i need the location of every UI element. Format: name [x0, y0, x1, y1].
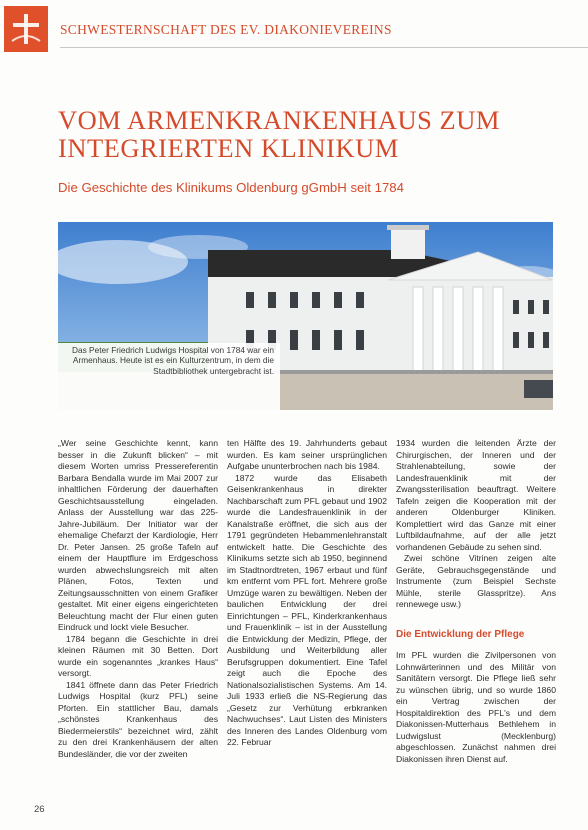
header-organization: SCHWESTERNSCHAFT DES EV. DIAKONIEVEREINS: [60, 22, 392, 37]
paragraph: ten Hälfte des 19. Jahrhunderts gebaut wurden. Es kam seiner ursprünglichen Aufgabe ununterbrochen nach bis 1984.: [227, 438, 387, 471]
article-subtitle: Die Geschichte des Klinikums Oldenburg gGmbH seit 1784: [58, 180, 404, 195]
paragraph: 1934 wurden die leitenden Ärzte der Chirurgischen, der Inneren und der Strahlenabteilung, sowie der Landesfrauenklinik mit der Zwangssterilisation beauftragt. Weitere Tafeln zeigen die Kooperation mit der anderen Oldenburger Kliniken. Komplettiert wird das Ganze mit einer Luftbildaufnahme, auf der alle jetzt vorhandenen Gebäude zu sehen sind.: [396, 438, 556, 552]
paragraph: Zwei schöne Vitrinen zeigen alte Geräte, Gebrauchsgegenstände und Instrumente (zum Beispiel Sechste Mühle, sterile Glasspritze). Ans rennewege usw.): [396, 553, 556, 609]
text-column-1: [58, 438, 218, 760]
paragraph: 1784 begann die Geschichte in drei kleinen Räumen mit 30 Betten. Dort wurde ein sogenanntes „krankes Haus“ versorgt.: [58, 633, 218, 678]
paragraph: Im PFL wurden die Zivilpersonen von Lohnwärterinnen und des Militär von Sanitätern versorgt. Die Pflege ließ sehr zu wünschen übrig, und so wurde 1860 ein Vertrag zwischen der Hospitaldirektion des PFL's und dem Diakonissen-Mutterhaus Bethlehem in Ludwigslust (Mecklenburg) abgeschlossen. Zunächst nahmen drei Diakonissen ihren Dienst auf.: [396, 650, 556, 764]
header-divider: [60, 47, 588, 48]
paragraph: 1872 wurde das Elisabeth Geisenkrankenhaus in direkter Nachbarschaft zum PFL gebaut und 1902 wurde die Landesfrauenklinik in der Kanalstraße eröffnet, die sich aus der 1791 gegründeten Hebammenlehranstalt entwickelt hatte. Die Geschichte des Klinikums setzte sich ab 1950, beginnend im Stadtnordtreten, 1967 erbaut und fünf km entfernt vom PFL fort. Mehrere große Umzüge waren zu bewältigen. Neben der baulichen Entwicklung der drei Einrichtungen – PFL, Kinderkrankenhaus und Frauenklinik – ist in der Ausstellung die Entwicklung der Medizin, Pflege, der Ausbildung und Weiterbildung aller Berufsgruppen dokumentiert. Eine Tafel zeigt auch die Epoche des Nationalsozialistischen Systems. Am 14. Juli 1933 erließ die NS-Regierung das „Gesetz zur Verhütung erbkranken Nachwuchses“. Laut Listen des Ministers des Inneren des Landes Oldenburg vom 22. Februar: [227, 472, 387, 747]
text-column-3: [396, 438, 556, 765]
article-title: VOM ARMENKRANKENHAUS ZUM INTEGRIERTEN KLINIKUM: [58, 105, 500, 163]
page-number: 26: [34, 804, 45, 815]
logo-mark-icon: [9, 11, 43, 47]
text-column-2: [227, 438, 387, 749]
section-heading: Die Entwicklung der Pflege: [396, 628, 525, 640]
diakonieverein-logo: [4, 6, 48, 52]
photo-caption: Das Peter Friedrich Ludwigs Hospital von 1784 war ein Armenhaus. Heute ist es ein Kulturzentrum, in dem die Stadtbibliothek untergebracht ist.: [58, 343, 280, 410]
paragraph: „Wer seine Geschichte kennt, kann besser in die Zukunft blicken“ – mit diesem Worten umriss Pressereferentin Barbara Bendalla wurde im Mai 2007 zur inhaltlichen Förderung der dauerhaften Geschichtsausstellung eingeladen. Anlass der Ausstellung war das 225-Jahre-Jubiläum. Der Initiator war der ehemalige Chefarzt der Kardiologie, Herr Dr. Peter Jansen. 25 große Tafeln auf einem der Hauptflure im Erdgeschoss wurden abwechslungsreich mit alten Plänen, Fotos, Texten und Zeitungsausschnitten von einem Grafiker gestaltet. Mit einer eigens eingerichteten Beleuchtung macht der Flur einen guten Eindruck und lockt viele Besucher.: [58, 438, 218, 632]
paragraph: 1841 öffnete dann das Peter Friedrich Ludwigs Hospital (kurz PFL) seine Pforten. Ein stattlicher Bau, damals „schönstes Krankenhaus des Biedermeierstils“ bezeichnet wird, zählt zu den drei Krankenhäusern der alten Bundesländer, die vor der zweiten: [58, 679, 218, 759]
